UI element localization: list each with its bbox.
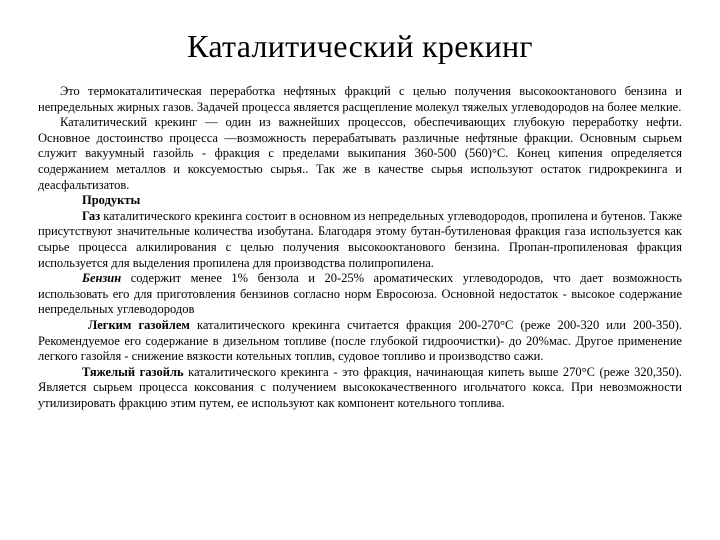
product-gasoline bbox=[38, 271, 682, 318]
products-heading: Продукты bbox=[82, 193, 141, 208]
product-light-gasoil-term: Легким газойлем bbox=[88, 317, 190, 332]
product-light-gasoil-text: каталитического крекинга считается фракция 200-270°С (реже 200-320 или 200-350). Рекомендуемое его содержание в дизельном топливе (после глубокой гидроочистки)- до 20%мас. Другое применение легкого газойля - снижение вязкости котельных топлив, судовое топливо и производство сажи. bbox=[38, 317, 682, 364]
paragraph-importance: Каталитический крекинг — один из важнейших процессов, обеспечивающих глубокую переработку нефти. Основное достоинство процесса —возможность перерабатывать различные нефтяные фракции. Основным сырьем служит вакуумный газойль - фракция с пределами выкипания 360-500 (560)°С. Конец кипения определяется содержанием металлов и коксуемостью сырья.. Так же в качестве сырья используют остаток гидрокрекинга и деасфальтизатов. bbox=[38, 115, 682, 192]
paragraph-definition: Это термокаталитическая переработка нефтяных фракций с целью получения высокооктанового бензина и непредельных жирных газов. Задачей процесса является расщепление молекул тяжелых углеводородов на более мелкие. bbox=[38, 84, 682, 114]
product-gas-term: Газ bbox=[82, 208, 101, 223]
product-heavy-gasoil bbox=[38, 365, 682, 412]
product-gasoline-text: содержит менее 1% бензола и 20-25% ароматических углеводородов, что дает возможность использовать его для приготовления бензинов согласно норм Евросоюза. Основной недостаток - высокое содержание непредельных углеводородов bbox=[38, 271, 682, 317]
product-gas bbox=[38, 209, 682, 271]
product-gas-text: каталитического крекинга состоит в основном из непредельных углеводородов, пропилена и бутенов. Также присутствуют значительные количества изобутана. Благодаря этому бутан-бутиленовая фракция газа используется как сырье процесса алкилирования с целью получения высокооктанового бензина. Пропан-пропиленовая фракция используется для выделения пропилена для производства полипропилена. bbox=[38, 208, 682, 270]
product-gasoline-term: Бензин bbox=[82, 271, 122, 286]
product-heavy-gasoil-term: Тяжелый газойль bbox=[82, 364, 184, 379]
page-title: Каталитический крекинг bbox=[187, 28, 533, 64]
product-heavy-gasoil-text: каталитического крекинга - это фракция, начинающая кипеть выше 270°С (реже 320,350). Является сырьем процесса коксования с получением высококачественного игольчатого кокса. При невозможности утилизировать фракцию этим путем, ее используют как компонент котельного топлива. bbox=[38, 364, 682, 410]
product-light-gasoil bbox=[38, 318, 682, 365]
body-text bbox=[38, 84, 682, 411]
